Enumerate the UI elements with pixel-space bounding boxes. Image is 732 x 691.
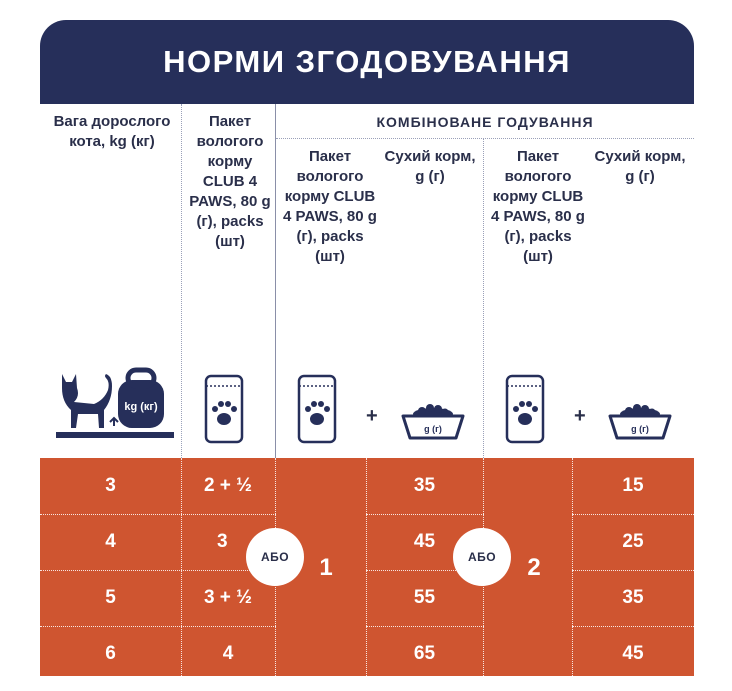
- cell-dry-1: 35: [413, 475, 436, 496]
- pouch-icon-1: [204, 374, 244, 444]
- cell-dry-1: 45: [413, 531, 436, 552]
- bowl-label-1: g (г): [424, 424, 442, 434]
- header-combo-dry-2: Сухий корм, g (г): [594, 148, 686, 185]
- divider-3: [483, 138, 484, 458]
- cell-weight: 5: [105, 587, 116, 608]
- cell-dry-2: 35: [622, 587, 644, 608]
- header-combined: КОМБІНОВАНЕ ГОДУВАННЯ: [376, 114, 594, 130]
- cell-wet: 3 + ½: [203, 587, 253, 608]
- pouch-icon-3: [505, 374, 545, 444]
- cell-weight: 6: [105, 643, 116, 664]
- kettlebell-label: kg (кг): [124, 401, 158, 413]
- header-combo-wet-2: Пакет вологого корму CLUB 4 PAWS, 80 g (г), packs (шт): [491, 148, 585, 265]
- bowl-icon-2: [607, 402, 673, 442]
- cell-dry-2: 25: [622, 531, 644, 552]
- feeding-table: [40, 20, 694, 676]
- cell-wet: 4: [222, 643, 234, 664]
- cell-weight: 3: [105, 475, 116, 496]
- bowl-icon-1: [400, 402, 466, 442]
- header-weight: Вага дорослого кота, kg (кг): [53, 113, 171, 150]
- table-title: НОРМИ ЗГОДОВУВАННЯ: [40, 20, 694, 104]
- pouch-icon-2: [297, 374, 337, 444]
- cell-wet: 2 + ½: [203, 475, 253, 496]
- cell-weight: 4: [105, 531, 116, 552]
- cell-dry-2: 15: [622, 475, 644, 496]
- header-combo-wet-1: Пакет вологого корму CLUB 4 PAWS, 80 g (г), packs (шт): [283, 148, 377, 265]
- divider-2: [275, 104, 276, 458]
- cell-dry-2: 45: [622, 643, 644, 664]
- plus-sign-2: +: [574, 405, 586, 427]
- or-badge-2: АБО: [453, 528, 511, 586]
- cell-dry-1: 55: [413, 587, 436, 608]
- bowl-label-2: g (г): [631, 424, 649, 434]
- combo-pack-2: 2: [527, 554, 541, 581]
- cat-on-scale-icon: [50, 366, 182, 448]
- or-badge-1: АБО: [246, 528, 304, 586]
- cell-wet: 3: [217, 531, 228, 552]
- plus-sign-1: +: [366, 405, 378, 427]
- cell-dry-1: 65: [413, 643, 436, 664]
- header-divider: [276, 138, 694, 139]
- header-combo-dry-1: Сухий корм, g (г): [384, 148, 476, 185]
- header-wet-only: Пакет вологого корму CLUB 4 PAWS, 80 g (г), packs (шт): [189, 113, 271, 250]
- combo-pack-1: 1: [319, 554, 333, 581]
